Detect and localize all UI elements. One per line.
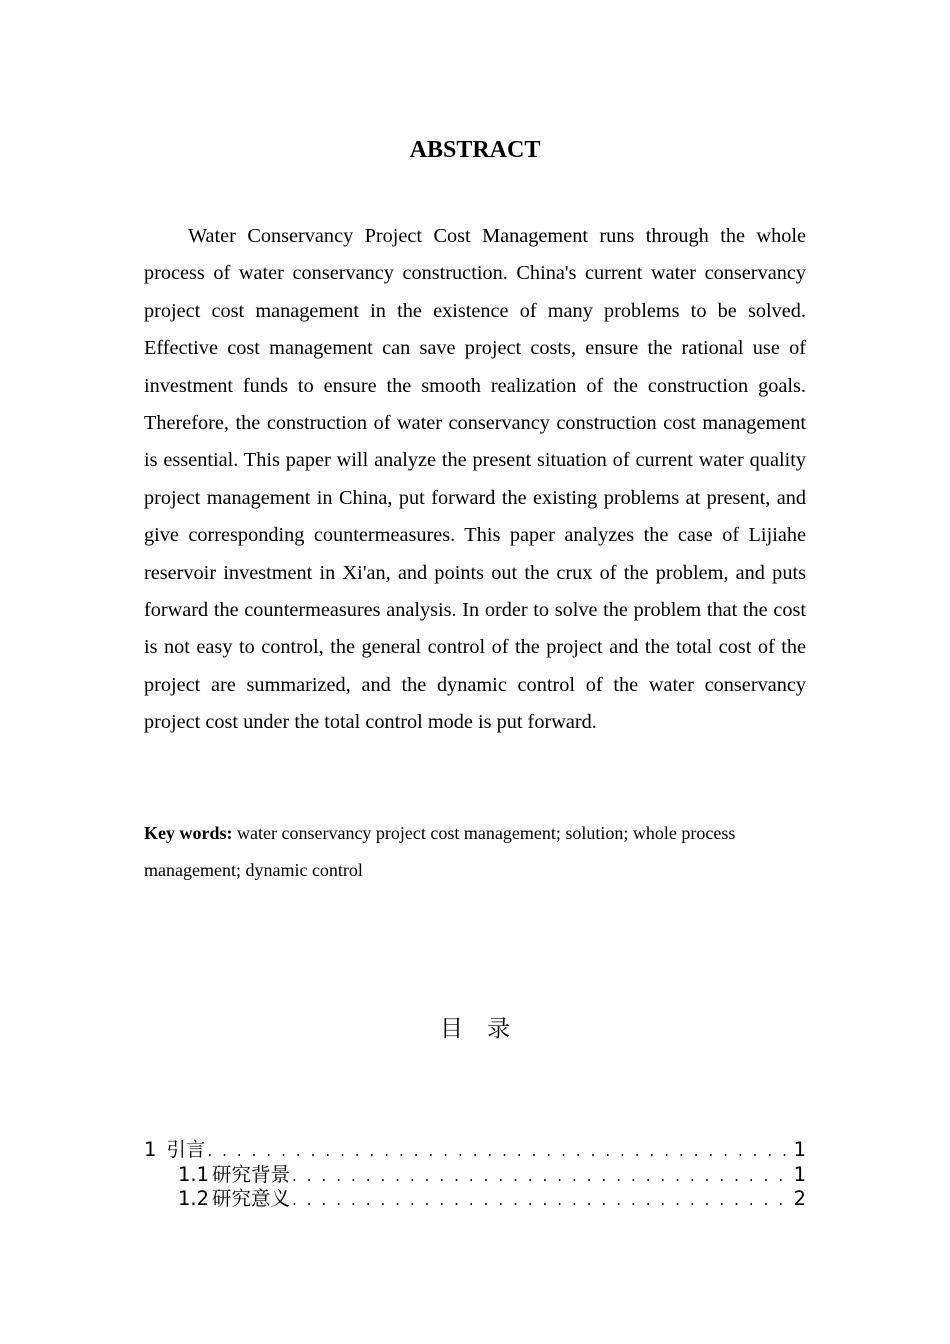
toc-entry-page: 2 [793,1187,806,1210]
toc-title [0,1012,950,1046]
table-of-contents [144,1138,806,1212]
toc-dot-leader [292,1188,790,1213]
toc-entry[interactable] [144,1163,806,1188]
keywords-text: water conservancy project cost management; solution; whole process management; dynamic control [144,823,736,881]
toc-entry[interactable] [144,1138,806,1163]
keywords [144,815,806,890]
toc-entry-title: 研究意义 [212,1187,291,1210]
toc-entry-number: 1.2 [178,1187,210,1210]
toc-title-char: 目 [440,1016,463,1042]
toc-entry-number: 1 [144,1138,157,1161]
abstract-title: ABSTRACT [409,137,541,163]
toc-dot-leader [292,1164,790,1189]
toc-entry-number: 1.1 [178,1162,210,1186]
keywords-label: Key words: [144,823,233,843]
toc-entry-title: 研究背景 [212,1162,291,1186]
toc-entry-page: 1 [793,1138,806,1161]
toc-entry-title: 引言 [166,1138,206,1161]
toc-title-char: 录 [487,1016,510,1042]
toc-dot-leader [207,1139,789,1164]
abstract-body: Water Conservancy Project Cost Management runs through the whole process of water conservancy construction. China's current water conservancy project cost management in the existence of many problems to be solved. Effective cost management can save project costs, ensure the rational use of investment funds to ensure the smooth realization of the construction goals. Therefore, the construction of water conservancy construction cost management is essential. This paper will analyze the present situation of current water quality project management in China, put forward the existing problems at present, and give corresponding countermeasures. This paper analyzes the case of Lijiahe reservoir investment in Xi'an, and points out the crux of the problem, and puts forward the countermeasures analysis. In order to solve the problem that the cost is not easy to control, the general control of the project and the total cost of the project are summarized, and the dynamic control of the water conservancy project cost under the total control mode is put forward. [144,225,806,734]
toc-entry-page: 1 [793,1162,806,1186]
toc-entry[interactable] [144,1187,806,1212]
